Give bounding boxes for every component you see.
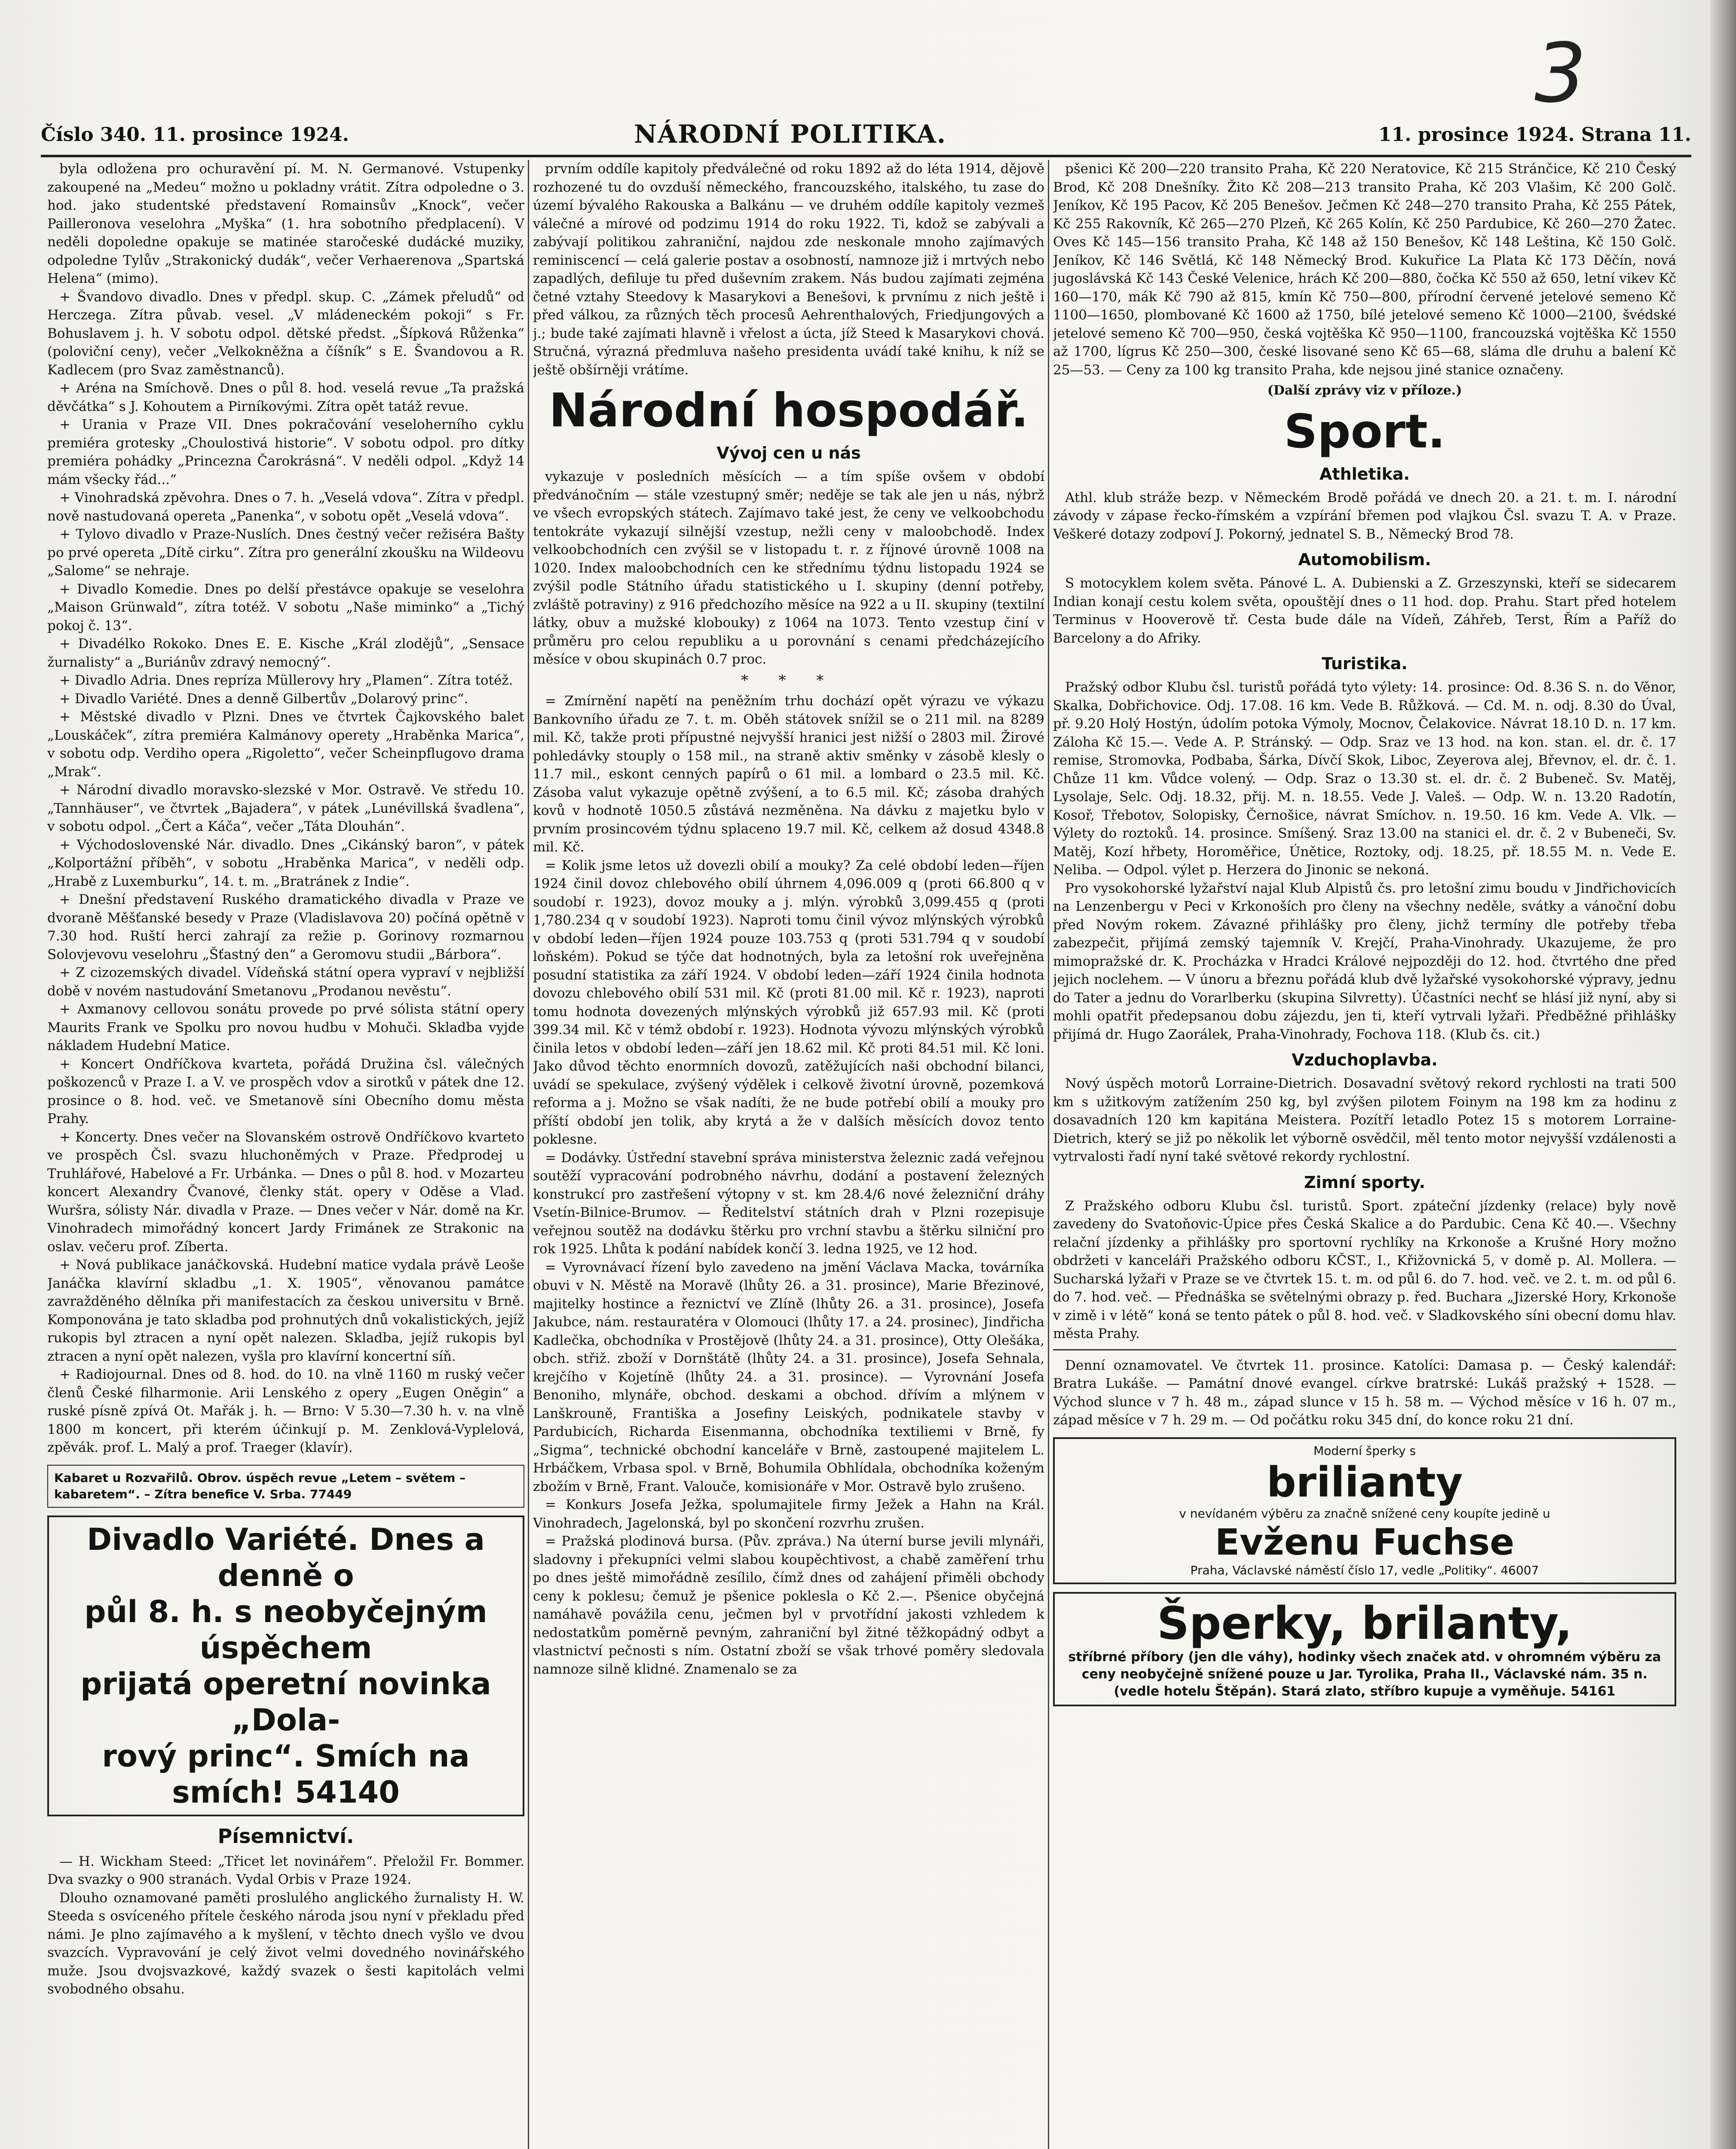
- advert-sperky-brilanty: [1053, 1592, 1676, 1706]
- column-divider: [1048, 160, 1049, 2149]
- article-paragraph: + Z cizozemských divadel. Vídeňská státní opera vypraví v nejbližší době v novém nastudování Smetanovu „Prodanou nevěstu“.: [47, 965, 524, 999]
- article-paragraph: + Divadélko Rokoko. Dnes E. E. Kische „Král zlodějů“, „Sensace žurnalisty“ a „Buriánův zdravý nemocný“.: [47, 636, 524, 670]
- article-paragraph: + Axmanovy cellovou sonátu provede po prvé sólista státní opery Maurits Frank ve Spolku pro novou hudbu v Mohuči. Skladba vyjde nákladem Hudební Matice.: [47, 1001, 524, 1053]
- handwritten-page-number: 3: [1534, 26, 1586, 121]
- article-paragraph: + Nová publikace janáčkovská. Hudební matice vydala právě Leoše Janáčka klavírní skladbu „1. X. 1905“, věnovanou památce zavražděného dělníka při manifestacích za českou universitu v Brně. Komponována je tato skladba pod prohnutých dnů vokalistických, jejíž rukopis byl ztracen a nyní opět nalezen. Skladba, jejíž rukopis byl ztracen a nyní opět nalezen, vyšla pro klavírní koncertní síň.: [47, 1257, 524, 1364]
- article-paragraph: + Tylovo divadlo v Praze-Nuslích. Dnes čestný večer režiséra Bašty po prvé opereta „Dítě cirku“. Zítra pro generální zkoušku na Wildeovu „Salome“ se nehraje.: [47, 527, 524, 579]
- subsection-heading: Vzduchoplavba.: [1292, 1050, 1438, 1069]
- article-paragraph: = Vyrovnávací řízení bylo zavedeno na jmění Václava Macka, továrníka obuvi v N. Městě na Moravě (lhůty 26. a 31. prosince), Marie Březinové, majitelky hostince a řeznictví ve Zlíně (lhůty 26. a 31. prosince), Josefa Jakubce, nám. restauratéra v Olomouci (lhůty 17. a 24. prosinec), Jindřicha Kadlečka, obchodníka v Prostějově (lhůty 24. a 31. prosince), Otty Olešáka, obch. střiž. zboží v Dornštátě (lhůty 24. a 31. prosince), Josefa Sehnala, krejčího v Kojetíně (lhůty 24. a 31. prosince). — Vyrovnání Josefa Benoniho, mlynáře, obchod. deskami a obchod. dřívím a mlýnem v Lanškrouně, Františka a Josefiny Leiských, podnikatele stavby v Pardubicích, Richarda Eisenmanna, obchodníka textiliemi v Brně, fy „Sigma“, technické obchodní kanceláře v Brně, zastoupené majitelem L. Hrbáčkem, Vrbasa spol. v Brně, Bohumila Obhlídala, obchodníka koženým zbožím v Brně, Frant. Valouče, komisionáře v Mor. Ostravě bylo zrušeno.: [533, 1259, 1044, 1494]
- article-paragraph: + Národní divadlo moravsko-slezské v Mor. Ostravě. Ve středu 10. „Tannhäuser“, ve čtvrtek „Bajadera“, v pátek „Lunévillská švadlena“, v sobotu odpol. „Čert a Káča“, večer „Táta Dlouhán“.: [47, 782, 524, 834]
- article-paragraph: — H. Wickham Steed: „Třicet let novinářem“. Přeložil Fr. Bommer. Dva svazky o 900 stranách. Vydal Orbis v Praze 1924.: [47, 1853, 524, 1887]
- article-paragraph: Dlouho oznamované paměti proslulého anglického žurnalisty H. W. Steeda s osvíceného přítele českého národa jsou nyní v překladu před námi. Je plno zajímavého a k myšlení, v těchto dnech vyšlo ve dvou svazcích. Vypravování je celý život velmi dovedného novinářského muže. Jsou dvojsvazkové, každý svazek o šesti kapitolách velmi svobodného obsahu.: [47, 1890, 524, 1997]
- advert-line: Moderní šperky s: [1313, 1443, 1416, 1458]
- advert-headline: Šperky, brilanty,: [1157, 1597, 1572, 1650]
- page-edge-shadow: [1710, 0, 1736, 2149]
- article-subtitle: Vývoj cen u nás: [716, 444, 861, 462]
- advert-line: půl 8. h. s neobyčejným úspěchem: [84, 1594, 487, 1665]
- advert-line: Divadlo Variété. Dnes a denně o: [87, 1521, 485, 1593]
- article-paragraph: = Zmírnění napětí na peněžním trhu dochází opět výrazu ve výkazu Bankovního úřadu ze 7. t. m. Oběh státovek snížil se o 211 mil. na 8289 mil. Kč, takže proti přípustné nejvyšší hranici jest nižší o 2803 mil. Žirové pohledávky stouply o 158 mil., na straně aktiv směnky v zásobě klesly o 11.7 mil., eskont cenných papírů o 61 mil. a lombard o 23.5 mil. Kč. Zásoba valut vykazuje opětně zvýšení, a to 6.5 mil. Kč; zásoba drahých kovů v hodnotě 1050.5 zůstává nezměněna. Na dávku z majetku bylo v prvním prosincovém týdnu splaceno 19.7 mil. Kč, celkem až dosud 4348.8 mil. Kč.: [533, 693, 1044, 855]
- column-3: [1053, 160, 1676, 2149]
- section-heading-economy: Národní hospodář.: [549, 384, 1029, 438]
- advert-line: stříbrné příbory (jen dle váhy), hodinky všech značek atd. v ohromném výběru za ceny neobyčejně snížené pouze u Jar. Tyrolika, Praha II., Václavské nám. 35 n. (vedle hotelu Štěpán). Stará zlato, stříbro kupuje a vyměňuje. 54161: [1068, 1649, 1661, 1699]
- article-paragraph: prvním oddíle kapitoly předválečné od roku 1892 až do léta 1914, dějově rozhozené tu do ovzduší německého, francouzského, italského, tu zase do území bývalého Rakouska a Balkánu — ve druhém oddíle kapitoly vezmeš válečné a mírové od podzimu 1914 do roku 1922. Ti, kdož se zabývali a zabývají politikou zahraniční, najdou zde neskonale mnoho zajímavých reminiscencí — celá galerie postav a osobností, namnoze již i mrtvých nebo zapadlých, defiluje tu před duševním zrakem. Nás budou zajímati zejména četné vztahy Steedovy k Masarykovi a Benešovi, k prvnímu z nich ještě i před válkou, za různých těch procesů Aehrenthalových, Friedjungových a j.; bude také zajímati hlavně i vřelost a úcta, jíž Steed k Masarykovi chová. Stručná, výrazná předmluva našeho presidenta uvádí také knihu, k níž se ještě obšírněji vrátíme.: [533, 161, 1044, 378]
- article-paragraph: pšenici Kč 200—220 transito Praha, Kč 220 Neratovice, Kč 215 Stránčice, Kč 210 Český Brod, Kč 208 Dnešníky. Žito Kč 208—213 transito Praha, Kč 203 Vlašim, Kč 200 Golč. Jeníkov, Kč 195 Pacov, Kč 205 Benešov. Ječmen Kč 248—270 transito Praha, Kč 255 Pátek, Kč 255 Rakovník, Kč 265—270 Plzeň, Kč 265 Kolín, Kč 250 Pardubice, Kč 260—270 Žatec. Oves Kč 145—156 transito Praha, Kč 148 až 150 Benešov, Kč 148 Leština, Kč 150 Golč. Jeníkov, Kč 146 Světlá, Kč 148 Německý Brod. Kukuřice La Plata Kč 173 Děčín, nová jugoslávská Kč 143 České Velenice, hrách Kč 200—880, čočka Kč 550 až 650, letní vikev Kč 160—170, mák Kč 790 až 815, kmín Kč 750—800, přírodní červené jetelové semeno Kč 1100—1650, plombované Kč 1600 až 1750, bílé jetelové semeno Kč 1000—2100, švédské jetelové semeno Kč 700—950, česká vojtěška Kč 950—1100, francouzská vojtěška Kč 1550 až 1700, lígrus Kč 250—300, české lisované seno Kč 65—68, sláma dle druhu a balení Kč 25—53. — Ceny za 100 kg transito Praha, kde nejsou jiné stanice označeny.: [1053, 161, 1676, 378]
- header-rule: [41, 155, 1691, 157]
- article-paragraph: + Divadlo Variété. Dnes a denně Gilbertův „Dolarový princ“.: [59, 691, 468, 707]
- article-paragraph: = Konkurs Josefa Ježka, spolumajitele firmy Ježek a Hahn na Král. Vinohradech, Jagelonská, byl po skončení rozvrhu zrušen.: [533, 1497, 1044, 1531]
- article-paragraph: + Aréna na Smíchově. Dnes o půl 8. hod. veselá revue „Ta pražská děvčátka“ s J. Kohoutem a Pirníkovými. Zítra opět tatáž revue.: [47, 380, 524, 414]
- advert-divadlo-variete: [47, 1515, 524, 1816]
- subsection-heading: Zimní sporty.: [1304, 1172, 1426, 1192]
- subsection-heading: Automobilism.: [1298, 550, 1431, 569]
- advert-company-name: Evženu Fuchse: [1215, 1521, 1515, 1563]
- article-paragraph: + Koncerty. Dnes večer na Slovanském ostrově Ondříčkovo kvarteto ve prospěch Čsl. svazu hluchoněmých v Praze. Předprodej u Truhlářové, Habelové a Fr. Urbánka. — Dnes o půl 8. hod. v Mozarteu koncert Alexandry Čvanové, členky stát. opery v Oděse a Vlad. Wuršra, sólisty Nár. divadla v Praze. — Dnes večer v Nár. domě na Kr. Vinohradech mimořádný koncert Jardy Frimánek ze Strakonic na oslav. večeru prof. Zíberta.: [47, 1129, 524, 1255]
- article-paragraph: + Vinohradská zpěvohra. Dnes o 7. h. „Veselá vdova“. Zítra v předpl. nově nastudovaná opereta „Panenka“, v sobotu opět „Veselá vdova“.: [47, 490, 524, 524]
- article-paragraph: + Švandovo divadlo. Dnes v předpl. skup. C. „Zámek přeludů“ od Herczega. Zítra půvab. vesel. „V mládeneckém pokoji“ s Fr. Bohuslavem j. h. V sobotu odpol. dětské předst. „Šípková Růženka“ (poloviční ceny), večer „Velkokněžna a číšník“ s E. Švandovou a R. Kadlecem (pro Svaz zaměstnanců).: [47, 289, 524, 378]
- article-paragraph: Denní oznamovatel. Ve čtvrtek 11. prosince. Katolíci: Damasa p. — Český kalendář: Bratra Lukáše. — Památní dnové evangel. církve bratrské: Lukáš pražský + 1528. — Východ slunce v 7 h. 48 m., západ slunce v 15 h. 58 m. — Východ měsíce v 16 h. 07 m., západ měsíce v 7 h. 29 m. — Od počátku roku 345 dní, do konce roku 21 dní.: [1053, 1357, 1676, 1428]
- column-1: [47, 160, 524, 2149]
- article-paragraph: = Dodávky. Ústřední stavební správa ministerstva železnic zadá veřejnou soutěží vypracování podrobného návrhu, dodání a postavení železných konstrukcí pro zastřešení výtopny v st. km 28.4/6 nové železniční dráhy Vsetín-Bilnice-Brumov. — Ředitelství státních drah v Plzni rozepisuje veřejnou soutěž na dodávku štěrku pro vrchní stavbu a štěrku silniční pro rok 1925. Lhůta k podání nabídek končí 3. ledna 1925, ve 12 hod.: [533, 1150, 1044, 1257]
- header-issue-date: Číslo 340. 11. prosince 1924.: [41, 124, 349, 146]
- article-paragraph: + Městské divadlo v Plzni. Dnes ve čtvrtek Čajkovského balet „Louskáček“, zítra premiéra Kalmánovy operety „Hraběnka Marica“, v sobotu odp. Verdiho opera „Rigoletto“, večer Scheinpflugovo drama „Mrak“.: [47, 709, 524, 780]
- advert-kabaret: Kabaret u Rozvařilů. Obrov. úspěch revue „Letem – světem – kabaretem“. – Zítra benefice V. Srba. 77449: [47, 1465, 524, 1508]
- advert-line: prijatá operetní novinka „Dola-: [80, 1666, 491, 1738]
- masthead-title: NÁRODNÍ POLITIKA.: [634, 119, 946, 149]
- page-header: [41, 119, 1691, 154]
- column-2: [533, 160, 1044, 2149]
- article-paragraph: byla odložena pro ochuravění pí. M. N. Germanové. Vstupenky zakoupené na „Medeu“ možno u pokladny vrátit. Zítra odpoledne o 3. hod. jako studentské představení Romainsův „Knock“, večer Pailleronova veselohra „Myška“ (1. hra sobotního předplacení). V neděli dopoledne opakuje se matinée staročeské dudácké muziky, odpoledne Tylův „Strakonický dudák“, večer Verhaerenova „Spartská Helena“ (mimo).: [47, 161, 524, 286]
- section-separator: * * *: [741, 671, 837, 689]
- article-paragraph: + Koncert Ondříčkova kvarteta, pořádá Družina čsl. válečných poškozenců v Praze I. a V. ve prospěch vdov a sirotků v pátek dne 12. prosince o 8. hod. več. ve Smetanově síni Obecního domu města Prahy.: [47, 1056, 524, 1127]
- advert-line: rový princ“. Smích na smích! 54140: [102, 1738, 470, 1810]
- divider: [1053, 1349, 1676, 1350]
- article-paragraph: + Urania v Praze VII. Dnes pokračování veseloherního cyklu premiéra grotesky „Choulostivá historie“. V sobotu odpol. pro dítky premiéra pohádky „Princezna Čarokrásná“. V neděli odpol. „Když 14 mám všecky řád...“: [47, 417, 524, 487]
- supplement-note: (Další zprávy viz v příloze.): [1267, 383, 1462, 398]
- advert-fuchs-brilianty: [1053, 1437, 1676, 1584]
- advert-headline: brilianty: [1266, 1458, 1463, 1506]
- article-paragraph: vykazuje v posledních měsících — a tím spíše ovšem v období předvánočním — stále vzestupný směr; neděje se tak ale jen u nás, nýbrž ve všech evropských státech. Zajímavo také jest, že ceny ve velkoobchodu tentokráte vykazují silnější vzestup, nežli ceny v maloobchodě. Index velkoobchodních cen zvýšil se v listopadu t. r. z říjnové úrovně 1008 na 1020. Index maloobchodních cen ke střednímu týdnu listopadu 1924 se zvýšil podle Státního úřadu statistického u I. skupiny (denní potřeby, zvláště potraviny) z 916 předchozího měsíce na 922 a u II. skupiny (textilní látky, obuv a mužské klobouky) z 1064 na 1073. Tento vzestup činí v průměru pro celou republiku a u porovnání s cenami předcházejícího měsíce v obou skupinách 0.7 proc.: [533, 469, 1044, 667]
- article-paragraph: Pro vysokohorské lyžařství najal Klub Alpistů čs. pro letošní zimu boudu v Jindřichovicích na Lenzenbergu v Peci v Krkonoších pro členy na všechny neděle, svátky a vánoční dobu před Novým rokem. Závazné přihlášky pro členy, jichž termíny dle potřeby třeba zabezpečit, přijímá zemský tajemník V. Krejčí, Praha-Vinohrady. Ukazujeme, že pro mimopražské dr. K. Procházka v Hradci Králové nejpozději do 12. hod. čtvrtého dne před jejich noclehem. — V únoru a březnu pořádá klub dvě lyžařské vysokohorské výpravy, jednu do Tater a jednu do Vorarlberku (skupina Silvretty). Účastníci nechť se hlásí již nyní, aby si mohli opatřit předepsanou dobu zájezdu, jen ti, kteří vytrvali lyžaři. Předběžné přihlášky přijímá dr. Hugo Zaorálek, Praha-Vinohrady, Fochova 118. (Klub čs. cit.): [1053, 880, 1676, 1042]
- subsection-heading: Athletika.: [1320, 464, 1410, 484]
- article-paragraph: Z Pražského odboru Klubu čsl. turistů. Sport. zpáteční jízdenky (relace) byly nově zavedeny do Svatoňovic-Úpice přes Česká Skalice a do Pardubic. Cena Kč 40.—. Všechny relační jízdenky a přihlášky pro sportovní rychlíky na Krkonoše a Krušné Hory možno obdržeti v kanceláři Pražského odboru KČST., I., Křižovnická 5, v domě p. Al. Mollera. — Sucharská lyžaři v Praze se ve čtvrtek 15. t. m. od půl 6. do 7. hod. več. ve 2. t. m. od půl 6. do 7. hod. več. — Přednáška se světelnými obrazy p. řed. Buchara „Jizerské Hory, Krkonoše v zimě i v létě“ koná se tento pátek o půl 8. hod. več. v Sladkovského síni obecní domu hlav. města Prahy.: [1053, 1198, 1676, 1341]
- advert-address: Praha, Václavské náměstí číslo 17, vedle „Politiky“. 46007: [1190, 1563, 1539, 1577]
- article-paragraph: + Divadlo Adria. Dnes repríza Müllerovy hry „Plamen“. Zítra totéž.: [59, 673, 513, 688]
- article-paragraph: + Radiojournal. Dnes od 8. hod. do 10. na vlně 1160 m ruský večer členů České filharmonie. Arii Lenského z opery „Eugen Oněgin“ a ruské písně zpívá Ot. Mařák j. h. — Brno: V 5.30—7.30 h. v. na vlně 1800 m koncert, při kterém účinkují p. M. Zenklová-Vyplelová, zpěvák. prof. L. Malý a prof. Traeger (klavír).: [47, 1367, 524, 1455]
- article-paragraph: S motocyklem kolem světa. Pánové L. A. Dubienski a Z. Grzeszynski, kteří se sidecarem Indian konají cestu kolem světa, opouštějí dnes o 11 hod. dop. Prahu. Start před hotelem Terminus v Hooverově tř. Cesta bude dále na Vídeň, Záhřeb, Terst, Řím a Paříž do Barcelony a do Afriky.: [1053, 576, 1676, 646]
- subsection-heading: Turistika.: [1322, 654, 1408, 673]
- article-paragraph: Pražský odbor Klubu čsl. turistů pořádá tyto výlety: 14. prosince: Od. 8.36 S. n. do Věnor, Skalka, Dobřichovice. Odj. 17.08. 16 km. Vede B. Růžková. — Cd. M. n. odj. 8.30 do Úval, př. 9.20 Holý Hostýn, údolím potoka Výmoly, Mocnov, Čelakovice. Návrat 18.10 D. n. 17 km. Záloha Kč 15.—. Vede A. P. Stránský. — Odp. Sraz ve 13 hod. na kon. stan. el. dr. č. 17 remise, Stromovka, Podbaba, Šárka, Dívčí Skok, Liboc, Zeyerova alej, Břevnov, el. dr. č. 1. Chůze 11 km. Vůdce volený. — Odp. Sraz o 13.30 st. el. dr. č. 2 Bubeneč. Sv. Matěj, Lysolaje, Selc. Odj. 18.32, přij. M. n. 18.55. Vede J. Valeš. — Odp. W. n. 13.20 Radotín, Kosoř, Třebotov, Solopisky, Černošice, návrat Smíchov. n. 19.50. 16 km. Vede A. Vlk. — Výlety do roztoků. 14. prosince. Smíšený. Sraz 13.00 na stanici el. dr. č. 2 v Bubeneči, Sv. Matěj, Kozí hřbety, Horoměřice, Únětice, Roztoky, odj. 18.25, př. 18.55 M. n. Vede E. Neliba. — Odpol. výlet p. Herzera do Jinonic se nekoná.: [1053, 680, 1676, 878]
- article-paragraph: = Kolik jsme letos už dovezli obilí a mouky? Za celé období leden—říjen 1924 činil dovoz chlebového obilí úhrnem 4,096.009 q (proti 66.800 q v soudobí r. 1923), dovoz mouky a j. mlýn. výrobků 3,099.455 q (proti 1,780.234 q v soudobí 1923). Naproti tomu činil vývoz mlýnských výrobků v období leden—říjen 1924 pouze 103.753 q (proti 531.794 q v soudobí loňském). Pokud se týče dat hodnotných, byla za letošní rok uveřejněna posudní statistika za září 1924. V období leden—září 1924 činila hodnota dovozu chlebového obilí 531 mil. Kč (proti 81.00 mil. Kč r. 1923), naproti tomu hodnota dovezených mlýnských výrobků již 657.93 mil. Kč (proti 399.34 mil. Kč v témž období r. 1923). Hodnota vývozu mlýnských výrobků činila letos v období leden—září jen 18.62 mil. Kč proti 84.51 mil. Kč loni. Jako důvod těchto enormních dovozů, zatěžujících naši obchodní bilanci, uvádí se spekulace, zvýšený výdělek i celkově životní úrovně, pozemková reforma a j. Možno se však nadíti, že ne bude potřebí obilí a mouky pro příští období jen tolik, aby krytá a že v dalších měsících dovoz tento poklesne.: [533, 857, 1044, 1147]
- article-paragraph: + Východoslovenské Nár. divadlo. Dnes „Cikánský baron“, v pátek „Kolportážní příběh“, v sobotu „Hraběnka Marica“, v neděli odp. „Hrabě z Luxemburku“, 14. t. m. „Bratránek z Indie“.: [47, 837, 524, 889]
- article-paragraph: + Dnešní představení Ruského dramatického divadla v Praze ve dvoraně Měšťanské besedy v Praze (Vladislavova 20) počíná opětně v 7.30 hod. Ruští herci zahrají za režie p. Gorinovy rozmarnou Solovjevovu veselohru „Šťastný den“ a Geromovu studii „Bárbora“.: [47, 892, 524, 962]
- section-heading-literature: Písemnictví.: [217, 1824, 354, 1848]
- article-paragraph: + Divadlo Komedie. Dnes po delší přestávce opakuje se veselohra „Maison Grünwald“, zítra totéž. V sobotu „Naše miminko“ a „Tichý pokoj č. 13“.: [47, 581, 524, 634]
- advert-line: v nevídaném výběru za značně snížené ceny koupíte jedině u: [1179, 1506, 1550, 1521]
- column-divider: [528, 160, 529, 2149]
- article-paragraph: Athl. klub stráže bezp. v Německém Brodě pořádá ve dnech 20. a 21. t. m. I. národní závody v zápase řecko-římském a vzpírání břemen pod vlajkou Čsl. svazu T. A. v Praze. Veškeré dotazy zodpoví J. Pokorný, jednatel S. B., Německý Brod 78.: [1053, 490, 1676, 542]
- article-paragraph: Nový úspěch motorů Lorraine-Dietrich. Dosavadní světový rekord rychlosti na trati 500 km s užitkovým zatížením 250 kg, byl zvýšen pilotem Foinym na 198 km za hodinu z dosavadních 120 km kapitána Meistera. Pozítří letadlo Potez 15 s motorem Lorraine-Dietrich, který se již po několik let výborně osvědčil, měl tento motor nejvyšší vzdálenosti a vytrvalosti řadí nyní také světové rekordy rychlostní.: [1053, 1076, 1676, 1164]
- article-paragraph: = Pražská plodinová bursa. (Pův. zpráva.) Na úterní burse jevili mlynáři, sladovny i překupníci velmi slabou koupěchtivost, a chabě zaměření trhu po dnes ještě mimořádně zesílilo, čímž dnes od zahájení přiměli obchody ceny k poklesu; čemuž je pšenice poklesla o Kč 2.—. Pšenice obyčejná namáhavě povážila cenu, ječmen byl v prvotřídní jakosti vzhledem k nedostatkům poměrně pevným, zahraniční byl žitné těžkopádný odbyt a vlastnictví pečnosti s ním. Ostatní zboží se však trhové poměry sledovala namnoze silně klidné. Znamenalo se za: [533, 1534, 1044, 1677]
- header-page-number: 11. prosince 1924. Strana 11.: [1378, 124, 1691, 146]
- section-heading-sport: Sport.: [1284, 404, 1445, 459]
